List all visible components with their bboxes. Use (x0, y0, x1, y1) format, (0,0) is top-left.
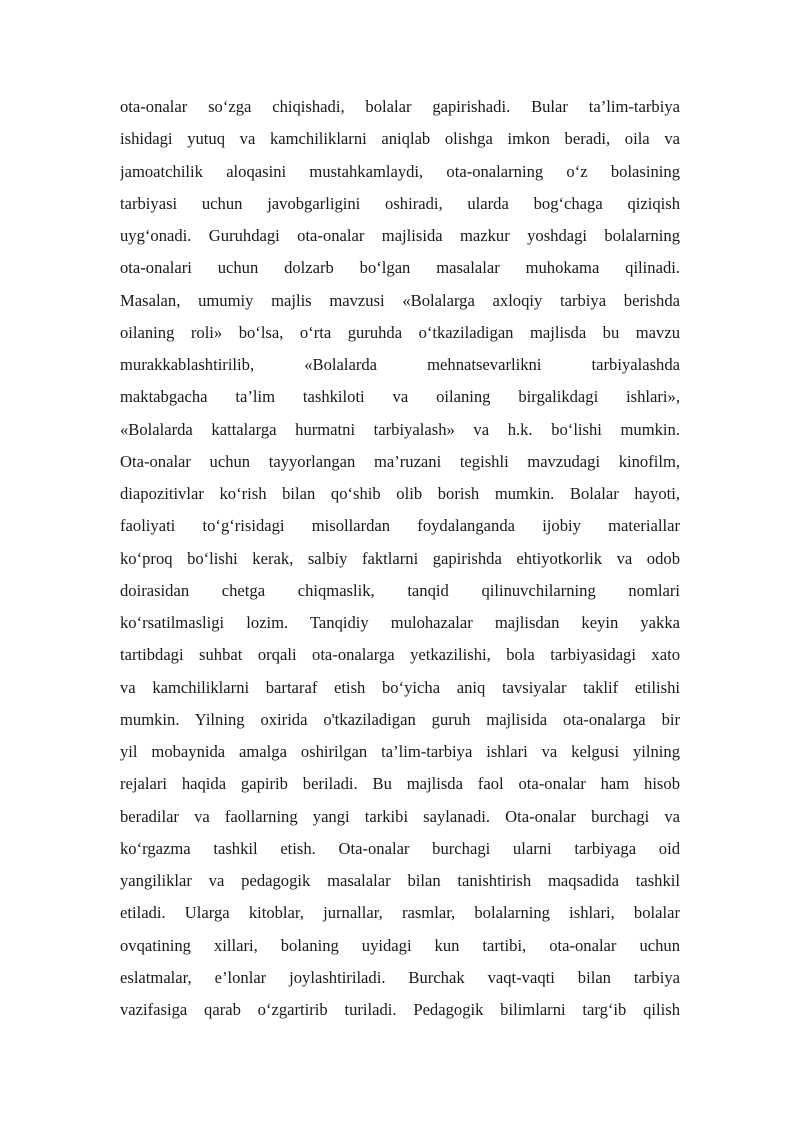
text-line: diapozitivlar ko‘rish bilan qo‘shib olib borish mumkin. Bolalar hayoti, (120, 484, 680, 503)
body-paragraph (120, 91, 680, 1026)
text-line: «Bolalarda kattalarga hurmatni tarbiyalash» va h.k. bo‘lishi mumkin. (120, 419, 680, 439)
text-line: ko‘proq bo‘lishi kerak, salbiy faktlarni gapirishda ehtiyotkorlik va odob (120, 548, 680, 568)
text-line: ishidagi yutuq va kamchiliklarni aniqlab olishga imkon beradi, oila va (120, 129, 680, 149)
text-line: ko‘rsatilmasligi lozim. Tanqidiy mulohazalar majlisdan keyin yakka (120, 613, 680, 632)
text-line: ko‘rgazma tashkil etish. Ota-onalar burchagi ularni tarbiyaga oid (120, 838, 680, 858)
text-line: mumkin. Yilning oxirida o'tkaziladigan guruh majlisida ota-onalarga bir (120, 709, 680, 729)
text-line: tarbiyasi uchun javobgarligini oshiradi, ularda bog‘chaga qiziqish (120, 193, 680, 213)
text-line: ota-onalar so‘zga chiqishadi, bolalar gapirishadi. Bular ta’lim-tarbiya (120, 97, 680, 116)
text-line: va kamchiliklarni bartaraf etish bo‘yicha aniq tavsiyalar taklif etilishi (120, 677, 680, 697)
text-line: ovqatining xillari, bolaning uyidagi kun tartibi, ota-onalar uchun (120, 935, 680, 955)
text-line: Masalan, umumiy majlis mavzusi «Bolalarga axloqiy tarbiya berishda (120, 290, 680, 310)
text-line: murakkablashtirilib, «Bolalarda mehnatsevarlikni tarbiyalashda (120, 355, 680, 374)
text-line: ota-onalari uchun dolzarb bo‘lgan masalalar muhokama qilinadi. (120, 258, 680, 278)
text-line: Ota-onalar uchun tayyorlangan ma’ruzani tegishli mavzudagi kinofilm, (120, 451, 680, 471)
text-line: maktabgacha ta’lim tashkiloti va oilaning birgalikdagi ishlari», (120, 387, 680, 407)
text-line: oilaning roli» bo‘lsa, o‘rta guruhda o‘tkaziladigan majlisda bu mavzu (120, 322, 680, 342)
text-line: rejalari haqida gapirib beriladi. Bu majlisda faol ota-onalar ham hisob (120, 774, 680, 794)
text-line: etiladi. Ularga kitoblar, jurnallar, rasmlar, bolalarning ishlari, bolalar (120, 903, 680, 923)
text-line: doirasidan chetga chiqmaslik, tanqid qilinuvchilarning nomlari (120, 580, 680, 600)
text-line: vazifasiga qarab o‘zgartirib turiladi. Pedagogik bilimlarni targ‘ib qilish (120, 1000, 680, 1019)
text-line: yangiliklar va pedagogik masalalar bilan tanishtirish maqsadida tashkil (120, 871, 680, 890)
text-line: jamoatchilik aloqasini mustahkamlaydi, ota-onalarning o‘z bolasining (120, 161, 680, 181)
text-line: beradilar va faollarning yangi tarkibi saylanadi. Ota-onalar burchagi va (120, 806, 680, 826)
text-line: eslatmalar, e’lonlar joylashtiriladi. Burchak vaqt-vaqti bilan tarbiya (120, 967, 680, 987)
text-line: uyg‘onadi. Guruhdagi ota-onalar majlisida mazkur yoshdagi bolalarning (120, 226, 680, 245)
text-line: faoliyati to‘g‘risidagi misollardan foydalanganda ijobiy materiallar (120, 516, 680, 536)
text-line: tartibdagi suhbat orqali ota-onalarga yetkazilishi, bola tarbiyasidagi xato (120, 645, 680, 665)
text-line: yil mobaynida amalga oshirilgan ta’lim-tarbiya ishlari va kelgusi yilning (120, 742, 680, 761)
